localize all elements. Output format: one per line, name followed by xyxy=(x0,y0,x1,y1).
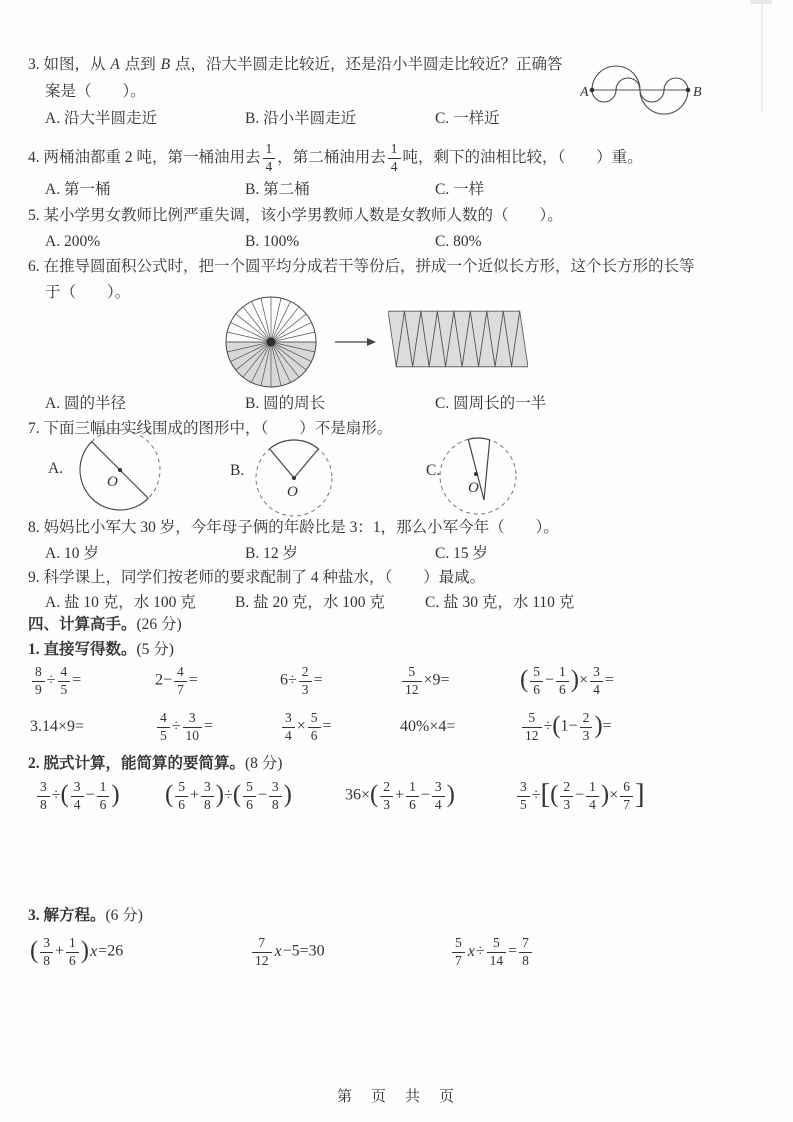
question-8-option-b: B. 12 岁 xyxy=(245,545,298,562)
direct-calc-row-1 xyxy=(30,658,720,704)
question-8-option-a: A. 10 岁 xyxy=(45,545,99,562)
question-4-option-c: C. 一样 xyxy=(435,181,485,198)
figure-c-center-label: O xyxy=(468,480,479,496)
question-4-option-b: B. 第二桶 xyxy=(245,181,310,198)
question-6-options xyxy=(45,391,705,417)
arrow-right-icon xyxy=(334,335,378,349)
section-4-header xyxy=(28,612,182,638)
direct-calc-row-2 xyxy=(30,704,720,750)
subsection-2-score: (8 分) xyxy=(245,755,283,772)
question-6-text-line2: 于（ ）。 xyxy=(45,284,131,301)
question-3-text-line2: 案是（ ）。 xyxy=(45,83,146,100)
math-expression: $\frac{7}{12}$ x−5=30 xyxy=(250,936,450,967)
question-3-option-c: C. 一样近 xyxy=(435,110,500,127)
math-expression: $\frac{5}{7}$ x÷ $\frac{5}{14}$ = $\frac{7}{8}$ xyxy=(450,936,750,967)
figure-c-not-sector xyxy=(434,428,522,516)
question-3-option-b: B. 沿小半圆走近 xyxy=(245,110,357,127)
question-3-option-a: A. 沿大半圆走近 xyxy=(45,110,157,127)
math-expression: 40%×4= xyxy=(400,718,456,735)
circle-sectors-figure xyxy=(222,293,320,391)
math-expression: ( $\frac{3}{8}$ + $\frac{1}{6}$ )x=26 xyxy=(30,935,124,968)
question-4-text: 4. 两桶油都重 2 吨，第一桶油用去 $\frac{1}{4}$ ，第二桶油用去 $\frac{1}{4}$ 吨，剩下的油相比较，（ ）重。 xyxy=(28,141,643,174)
math-expression: $\frac{4}{5}$ ÷ $\frac{3}{10}$ = xyxy=(155,711,280,742)
subsection-3-score: (6 分) xyxy=(105,907,143,924)
semicircle-route-diagram xyxy=(580,46,724,132)
page-footer: 第 页 共 页 xyxy=(336,1089,456,1105)
math-expression: $\frac{3}{5}$ ÷[( $\frac{2}{3}$ − $\frac{1}{4}$ )× $\frac{6}{7}$ ] xyxy=(515,780,735,811)
figure-a-semicircle xyxy=(74,424,166,516)
question-4-option-a: A. 第一桶 xyxy=(45,181,111,198)
question-9-option-c: C. 盐 30 克，水 110 克 xyxy=(425,594,575,611)
question-5-options xyxy=(45,229,705,255)
math-expression: 6÷ $\frac{2}{3}$ = xyxy=(280,664,323,697)
section-4-title: 四、计算高手。 xyxy=(28,616,137,633)
step-calc-row xyxy=(35,771,735,821)
math-expression: $\frac{3}{8}$ ÷( $\frac{3}{4}$ − $\frac{1}{6}$ ) xyxy=(35,780,165,811)
question-6-option-b: B. 圆的周长 xyxy=(245,395,326,412)
subsection-1-score: (5 分) xyxy=(136,641,174,658)
question-8-text: 8. 妈妈比小军大 30 岁，今年母子俩的年龄比是 3：1，那么小军今年（ ）。 xyxy=(28,519,559,536)
math-expression: ( $\frac{5}{6}$ + $\frac{3}{8}$ )÷( $\frac{5}{6}$ − $\frac{3}{8}$ ) xyxy=(165,779,292,812)
section-4-score: (26 分) xyxy=(136,616,182,633)
figure-a-center-label: O xyxy=(107,474,118,490)
figure-b-center-label: O xyxy=(287,484,298,500)
question-7-text: 7. 下面三幅由实线围成的图形中，（ ）不是扇形。 xyxy=(28,420,393,437)
question-3-text-line1: 3. 如图，从 A 点到 B 点，沿大半圆走比较近，还是沿小半圆走比较近？正确答 xyxy=(28,56,563,73)
question-6-option-c: C. 圆周长的一半 xyxy=(435,395,547,412)
math-expression: ( $\frac{5}{6}$ − $\frac{1}{6}$ )× $\frac{3}{4}$ = xyxy=(520,664,614,697)
question-6-option-a: A. 圆的半径 xyxy=(45,395,126,412)
question-5-text: 5. 某小学男女教师比例严重失调，该小学男教师人数是女教师人数的（ ）。 xyxy=(28,207,563,224)
question-9-text: 9. 科学课上，同学们按老师的要求配制了 4 种盐水，（ ）最咸。 xyxy=(28,569,486,586)
math-expression: $\frac{8}{9}$ ÷ $\frac{4}{5}$ = xyxy=(30,665,155,696)
figure-c-label: C. xyxy=(426,462,441,479)
point-b-label: B xyxy=(693,85,702,100)
question-6-text-line1: 6. 在推导圆面积公式时，把一个圆平均分成若干等份后，拼成一个近似长方形，这个长方形的长等 xyxy=(28,258,695,275)
question-4-options xyxy=(45,177,705,203)
math-expression: 2− $\frac{4}{7}$ = xyxy=(155,664,198,697)
question-9-option-b: B. 盐 20 克，水 100 克 xyxy=(235,594,385,611)
math-expression: $\frac{5}{12}$ ×9= xyxy=(400,665,520,696)
subsection-2-title: 2. 脱式计算，能简算的要简算。 xyxy=(28,755,246,772)
subsection-3-title: 3. 解方程。 xyxy=(28,907,106,924)
question-5-option-b: B. 100% xyxy=(245,233,300,250)
point-a-label: A xyxy=(580,85,589,100)
question-5-option-c: C. 80% xyxy=(435,233,482,250)
scan-artifact-line xyxy=(761,0,763,112)
wedge-rectangle-figure xyxy=(388,307,528,371)
math-expression: 36×( $\frac{2}{3}$ + $\frac{1}{6}$ − $\frac{3}{4}$ ) xyxy=(345,779,455,812)
equation-row xyxy=(30,926,750,978)
math-expression: $\frac{5}{12}$ ÷(1− $\frac{2}{3}$ )= xyxy=(520,711,720,742)
question-8-options xyxy=(45,541,705,567)
figure-b-label: B. xyxy=(230,462,245,479)
math-expression: $\frac{3}{4}$ × $\frac{5}{6}$ = xyxy=(280,711,400,742)
math-expression: 3.14×9= xyxy=(30,718,85,735)
question-8-option-c: C. 15 岁 xyxy=(435,545,488,562)
question-5-option-a: A. 200% xyxy=(45,233,101,250)
figure-b-sector xyxy=(250,430,338,518)
scan-artifact-smudge xyxy=(750,0,772,4)
figure-a-label: A. xyxy=(48,460,64,477)
question-9-option-a: A. 盐 10 克，水 100 克 xyxy=(45,594,196,611)
subsection-1-title: 1. 直接写得数。 xyxy=(28,641,137,658)
